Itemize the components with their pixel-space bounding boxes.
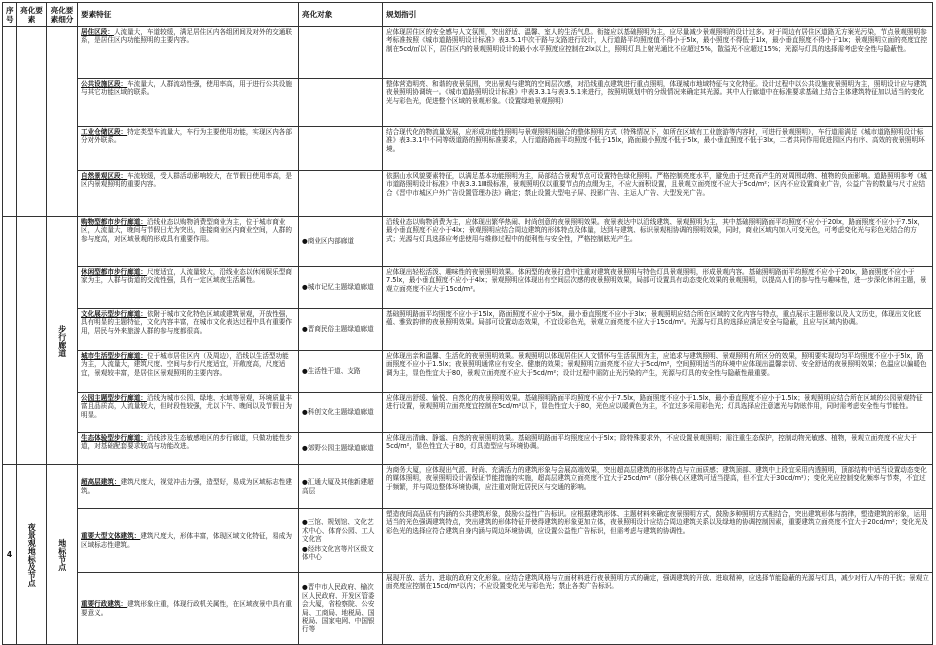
object-item: ●郊野公园主题绿道廊道 (302, 444, 374, 453)
feature-cell (78, 79, 299, 127)
guide-cell: 整体营造明亮、和谐的夜景氛围，突出景观与建筑的空间层次感，对沿线重点建筑进行重点照明，体现城市地域特征与文化特征。设计过程中以公共设施夜景照明为主，照明设计应与建筑夜景照明协调统一。《城市道路照明设计标准》中表3.3.1与表3.5.1来进行，按照明规划中的分级情况来确定其光源。其中人行廊道中在标准要求基础上结合主体建筑特征加以适当的变化光与彩色光，促进整个区域的景观形象。（设置绿地景观照明） (383, 79, 933, 127)
lighting-guidance-table (2, 2, 933, 645)
row-title: 城市生活型步行廊道： (81, 352, 147, 360)
header-guide: 规划指引 (383, 3, 933, 27)
header-sub: 亮化要素细分 (47, 3, 78, 27)
table-row (3, 171, 933, 217)
guide-cell: 为商务大厦，应体现出气派、时尚、充满活力的建筑形象与会展高端效果，突出超高层建筑的形体特点与立面质感；建筑顶部、建筑中上段宜采用内透照明，顶部结构中适当设置动态变化的媒体照明，夜景照明设计需保证节能措施的实施，超高层建筑立面亮度不宜大于25cd/m²（部分核心区建筑可适当提高，但不宜大于30cd/m²）；变化光应控制变化频率与节奏，不宜过于频繁，并与周边整体环境协调，应注重对附近居民区与交通的影响。 (383, 465, 933, 509)
row-title: 休闲型都市步行廊道： (81, 268, 147, 276)
row-title: 自然景观区段： (81, 172, 128, 180)
row-feature: 沿线业态以购物消费型商业为主，位于城市商业区，人流量大，晚间与节假日尤为突出，连接商业区内商业空间，人群的参与度高，对区域景观的形成具有重要作用。 (81, 218, 292, 243)
feature-cell (78, 351, 299, 393)
object-item: ●生活性干道、支路 (302, 367, 361, 376)
feature-cell (78, 217, 299, 267)
feature-cell (78, 309, 299, 351)
row-feature: 建筑尺度大，视觉冲击力强，造型好，易成为区域标志性建筑。 (81, 478, 292, 495)
table-row (3, 267, 933, 309)
feature-cell (78, 267, 299, 309)
row-feature: 车流量大，人群流动性强，使用率高，用于进行公共设施与其它功能区域的联系。 (81, 80, 292, 97)
element-cell-empty (17, 217, 47, 465)
table-row (3, 27, 933, 79)
object-item: ●商业区内部廊道 (302, 237, 354, 246)
guide-cell: 结合现代化的物流量发展，应形成功能性照明与景观照明相融合的整体照明方式（特殊情况下，如所在区域有工业旅游等内容时，可进行景观照明），车行道需满足《城市道路照明设计标准》表3.3.1中不同等级道路的照明标准要求，人行道路路面平均照度不低于15lx，路面最小照度不低于5lx，最小垂直照度不低于3lx，二者共同作用促进园区内有序、高效的夜景照明环境。 (383, 127, 933, 171)
guide-cell: 应体现居住区的安全感与人文氛围，突出舒适、温馨、室人的生活气息。衔接应以基础照明为主，应尽量减少景观照明的设计过多。对于周边有居住区道路无方案光污染，节点景观照明参考标准按照《城市道路照明设计标准》表3.5.1中次干路与支路进行设计，人行道路平均照度值不得小于5lx，最小照度不得低于1lx，最小垂直照度不得小于1lx；景观照明立面的亮度宜控制在5cd/㎡以下，居住区内的景观照明设计的最小水平照度应控制在2lx以上，照明灯具上射光通比不应超过5%，散溢光不应超过15%；光源与灯具的选择需考虑安全性与隐蔽性。 (383, 27, 933, 79)
table-row (3, 79, 933, 127)
table-header-row (3, 3, 933, 27)
row-title: 重要行政建筑： (81, 600, 128, 609)
object-cell (299, 171, 383, 217)
table-row (3, 509, 933, 573)
category-name-cell (17, 465, 47, 645)
guide-cell: 塑造夜间高品质有内涵的公共建筑形象，鼓励公益性广告标识。应根据建筑形体、主题材料来确定夜景照明方式，鼓励多种照明方式相结合，突出建筑形体与韵律，塑造建筑的形象，运用适当的光色强调建筑特点，突出建筑的形体特征并使得建筑的形象更加立体，夜景照明设计应结合周边建筑关系以及绿地的协调控制因素，重要建筑立面亮度不宜大于20cd/m²；变化光及彩色光的选择应符合建筑自身内涵与周边环境协调，应设置公益性广告标识，但需考虑与建筑的协调性。 (383, 509, 933, 573)
table-row (3, 433, 933, 465)
header-object: 亮化对象 (299, 3, 383, 27)
object-cell (299, 351, 383, 393)
guide-cell: 依据山水风貌要素特征，以满足基本功能照明为主，局部结合景观节点可设置特色绿化照明。严格控制亮度水平，避免由于过亮而产生的对周围动物、植物的负面影响。道路照明参考《城市道路照明设计标准》中表3.3.1Ⅲ级标准，景观照明仅以重要节点的点缀为主，不应大面积设置，且景观立面亮度不应大于5cd/m²；区内不应设置商业广告，公益广告的数量与尺寸应结合《晋中市城区户外广告设置管理办法》确定；禁止设置大型电子屏、投影广告、主运人广告、大型发光广告。 (383, 171, 933, 217)
row-title: 生态体验型步行廊道： (81, 434, 147, 442)
object-item: ●经纬文化宫等片区级文体中心 (302, 544, 374, 562)
row-title: 超高层建筑： (81, 478, 121, 487)
table-row (3, 309, 933, 351)
category-no: 4 (3, 465, 17, 645)
row-feature: 沿线为城市公园、绿地、水域等景观，环境质量丰富且品质高，人流量较大，但时段性较强，尤以下午、晚间以及节假日为明显。 (81, 394, 292, 419)
row-feature: 特定类型车流量大，车行为主要使用功能，实现区内各部分对外联系。 (81, 128, 292, 145)
feature-cell (78, 509, 299, 573)
object-cell (299, 267, 383, 309)
row-title: 文化展示型步行廊道： (81, 310, 147, 318)
row-title: 公共设施区段： (81, 80, 128, 88)
feature-cell (78, 573, 299, 645)
row-feature: 车流较缓，受人群活动影响较大，在节假日使用率高，是区内景观照明的重要内容。 (81, 172, 292, 189)
row-feature: 位于城市居住区内（及周边），沿线以生活型功能为主，人流量大，建筑尺度、空间与步行尺度适宜，开敞度高，尺度适宜，景观较丰富，是居住区景观照明的主要内容。 (81, 352, 289, 377)
table-row (3, 127, 933, 171)
object-cell (299, 465, 383, 509)
no-cell-empty (3, 27, 17, 217)
planning-table-container (2, 2, 932, 634)
group-landmark (47, 465, 78, 645)
guide-cell: 沿线业态以购物消费为主，应体现出繁华热闹、时尚创意的夜景照明效果。夜景表达中以沿线建筑、景观照明为主，其中基础照明路面平均照度不应小于20lx，路面照度不应小于7.5lx，最小垂直照度不应小于4lx；景观照明应结合周边建筑的形体特点及体量，达到与建筑、标识景观相协调的照明效果，同时，商业区域内加入可变光色，可考虑变化光与彩色光结合的方式；光源与灯具选择应考虑使用与维修过程中的便利性与安全性，严格控制眩光产生。 (383, 217, 933, 267)
row-feature: 人流量大，车道较缓，满足居住区内各组团间及对外的交通联系，是居住区内功能照明的主要内容。 (81, 28, 292, 45)
object-cell (299, 433, 383, 465)
row-feature: 依附于城市文化特色区域或建筑景观，开放性强，具有明显的主题特征，文化内容丰富，在城市文化表达过程中具有重要作用，居民与外来旅游人群的参与度都很高。 (81, 310, 292, 335)
object-cell (299, 573, 383, 645)
object-item: ●晋商民俗主题绿道廊道 (302, 325, 374, 334)
table-row (3, 393, 933, 433)
table-row (3, 351, 933, 393)
row-title: 公园主题型步行廊道： (81, 394, 147, 402)
object-cell (299, 509, 383, 573)
row-title: 重要大型文体建筑： (81, 532, 141, 541)
category-name: 夜景观地标及节点 (27, 522, 37, 587)
element-cell-empty (17, 27, 47, 217)
object-cell (299, 393, 383, 433)
table-row (3, 217, 933, 267)
feature-cell (78, 465, 299, 509)
feature-cell (78, 27, 299, 79)
header-feature: 要素特征 (78, 3, 299, 27)
row-feature: 尺度适宜，人流量较大，沿线业态以休闲娱乐型商家为主，人群与街道的交流性强，具有一定区域夜生活属性。 (81, 268, 292, 285)
object-item: ●汇通大厦及其他新建超高层 (302, 478, 374, 495)
guide-cell: 应体现出亲和温馨、生活化的夜景照明效果。景观照明以体现居住区人文情怀与生活氛围为主，应追求与建筑照明、景观照明有所区分的效果，照明要实现均匀平均照度不应小于5lx，路面照度不应小于1.5lx；夜景照明通常应有安全、健康的效果；景观照明立面亮度不应大于5cd/m²，空间照明适当的环境中应体现出温馨亲切、安全舒适的夜景照明效果；色温应以偏暖色调为主，显色性宜大于80，景观立面亮度不应大于5cd/m²；设计过程中需防止光污染的产生，光源与灯具的安全性与隐蔽性最重要。 (383, 351, 933, 393)
guide-cell: 应体现出舒缓、愉悦、自然化的夜景照明效果。基础照明路面平均照度不应小于7.5lx，路面照度不应小于1.5lx，最小垂直照度不应小于1.5lx；景观照明应结合所在区域的公园景观特征进行设置，景观照明立面亮度宜控制在5cd/m²以下，显色性宜大于80，光色应以暖黄色为主，不宜过多采用彩色光；灯具选择应注意遮光与防眩作用，同时需考虑安全性与节能性。 (383, 393, 933, 433)
feature-cell (78, 171, 299, 217)
object-cell (299, 217, 383, 267)
feature-cell (78, 433, 299, 465)
feature-cell (78, 127, 299, 171)
table-row (3, 573, 933, 645)
row-title: 居住区段： (81, 28, 114, 36)
group-landmark-label: 地标节点 (57, 538, 67, 571)
table-row (3, 465, 933, 509)
guide-cell: 应体现出轻松活泼、趣味性的夜景照明效果。体闲型的夜景打造中注重对建筑夜景照明与特色灯具景观照明，形成景观内容。基础照明路面平均照度不应小于20lx，路面照度不应小于7.5lx，最小垂直照度不应小于4lx；景观照明应体现出有空间层次感的夜景照明效果，局部可设置具有动态变化效果的景观照明，以提高人们的参与性与趣味性，进一步深化休闲主题，景观立面亮度不应大于15cd/m²。 (383, 267, 933, 309)
row-feature: 建筑尺度大，形体丰富，体现区域文化特征，易成为区域标志性建筑。 (81, 532, 292, 549)
object-item: ●三馆、规划馆、文化艺术中心、体育公园、工人文化宫 (302, 518, 375, 544)
guide-cell: 基础照明路面平均照度不应小于15lx，路面照度不应小于5lx，最小垂直照度不应小于3lx；景观照明应结合所在区域的文化内容与特点，重点展示主题形象以及人文历史，体现出文化底蕴、雅致韵律的夜景照明效果。局部可设置动态效果，不宜设彩色光，景观立面亮度不应大于15cd/m²。光源与灯具的选择应满足安全与隐蔽，且应与区域内协调。 (383, 309, 933, 351)
header-element: 亮化要素 (17, 3, 47, 27)
object-item: ●城市记忆主题绿道廊道 (302, 283, 374, 292)
object-cell (299, 79, 383, 127)
object-item: ●科创文化主题绿道廊道 (302, 408, 374, 417)
row-feature: 沿线涉及生态敏感地区的步行廊道，只做功能性步道，对基础配套要求较高与功能改进。 (81, 434, 292, 451)
object-item: ●晋中市人民政府、榆次区人民政府、开发区管委会大厦，省检察院、公安局、工商局、地税局、国税局、国家电网、中国银行等 (302, 583, 375, 634)
object-cell (299, 127, 383, 171)
row-title: 购物型都市步行廊道： (81, 218, 147, 226)
sub-cell-empty (47, 27, 78, 217)
row-title: 工业仓储区段： (81, 128, 128, 136)
header-no: 序号 (3, 3, 17, 27)
no-cell-empty (3, 217, 17, 465)
group-walkway (47, 217, 78, 465)
feature-cell (78, 393, 299, 433)
group-walkway-label: 步行廊道 (57, 324, 67, 357)
object-cell (299, 27, 383, 79)
row-feature: 建筑形象庄重，体现行政机关属性，在区域夜景中具有重要意义。 (81, 600, 292, 617)
object-cell (299, 309, 383, 351)
guide-cell: 展现开放、活力、进取的政府文化形象。应结合建筑风格与立面材料进行夜景照明方式的确定，强调建筑的开放、进取精神，应选择节能隐蔽的光源与灯具，减少对行人/车的干扰；景观立面亮度应控制在15cd/m²以内；不应设置变化光与彩色光；禁止各类广告标识。 (383, 573, 933, 645)
guide-cell: 应体现出清幽、静谧、自然的夜景照明效果。基础照明路面平均照度应小于5lx；除特殊要求外，不应设置景观照明；需注重生态保护，控制动物光敏感、植物，景观立面亮度不应大于5cd/m²，显色性宜大于80，灯具造型应与环境协调。 (383, 433, 933, 465)
